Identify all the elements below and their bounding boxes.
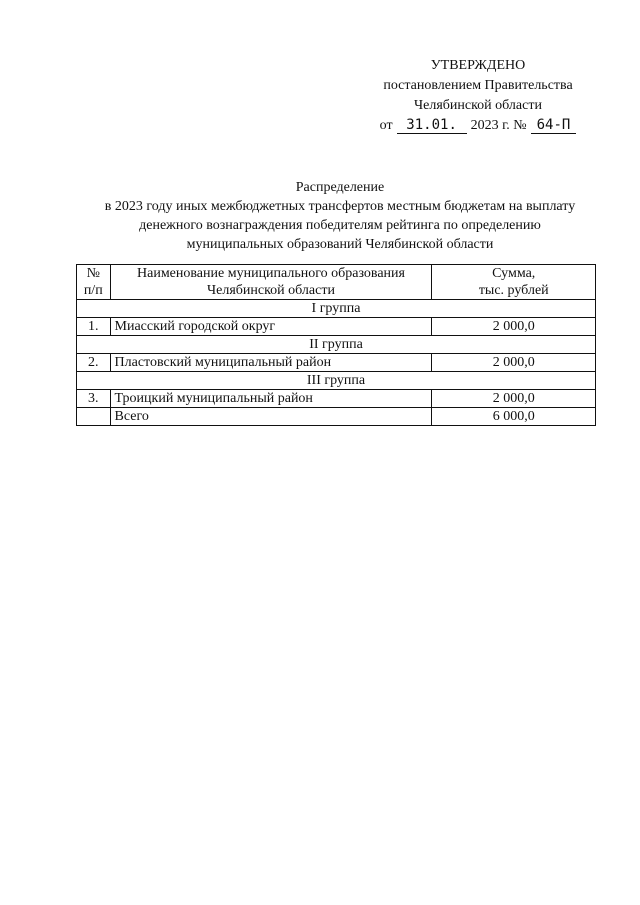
title-line-4: муниципальных образований Челябинской области	[186, 237, 494, 252]
header-name-line-2: Челябинской области	[207, 283, 335, 298]
approval-date-row	[368, 116, 588, 136]
header-sum-line-2: тыс. рублей	[478, 283, 549, 298]
row-sum: 2 000,0	[432, 390, 596, 408]
group-label: II группа	[77, 336, 596, 354]
approval-date: 31.01.	[397, 117, 467, 134]
row-name: Миасский городской округ	[110, 318, 432, 336]
table-row	[77, 318, 596, 336]
approval-number: 64-П	[531, 117, 577, 134]
header-num	[77, 265, 111, 300]
header-sum	[432, 265, 596, 300]
group-label: I группа	[77, 300, 596, 318]
group-row	[77, 300, 596, 318]
row-sum: 2 000,0	[432, 354, 596, 372]
row-name: Пластовский муниципальный район	[110, 354, 432, 372]
row-name: Троицкий муниципальный район	[110, 390, 432, 408]
row-sum: 2 000,0	[432, 318, 596, 336]
total-num-empty	[77, 408, 111, 426]
table-row	[77, 354, 596, 372]
group-row	[77, 372, 596, 390]
row-num: 1.	[77, 318, 111, 336]
approval-line-1: постановлением Правительства	[383, 78, 573, 93]
header-num-line-2: п/п	[83, 283, 103, 298]
approval-ot-label: от	[379, 118, 393, 133]
table-row	[77, 390, 596, 408]
approval-line-2: Челябинской области	[414, 98, 542, 113]
row-num: 2.	[77, 354, 111, 372]
total-label: Всего	[110, 408, 432, 426]
row-num: 3.	[77, 390, 111, 408]
group-row	[77, 336, 596, 354]
title-line-2: в 2023 году иных межбюджетных трансфертов местным бюджетам на выплату	[104, 199, 576, 214]
document-title	[60, 178, 620, 254]
approval-heading: УТВЕРЖДЕНО	[430, 58, 526, 73]
distribution-table	[76, 264, 596, 426]
approval-block	[368, 56, 588, 136]
title-line-1: Распределение	[295, 180, 385, 195]
total-sum: 6 000,0	[432, 408, 596, 426]
title-line-3: денежного вознаграждения победителям рейтинга по определению	[139, 218, 541, 233]
header-name	[110, 265, 432, 300]
approval-year-label: 2023 г. №	[470, 118, 527, 133]
header-sum-line-1: Сумма,	[492, 266, 536, 281]
header-num-line-1: №	[86, 266, 100, 281]
total-row	[77, 408, 596, 426]
group-label: III группа	[77, 372, 596, 390]
table-header-row	[77, 265, 596, 300]
header-name-line-1: Наименование муниципального образования	[137, 266, 405, 281]
